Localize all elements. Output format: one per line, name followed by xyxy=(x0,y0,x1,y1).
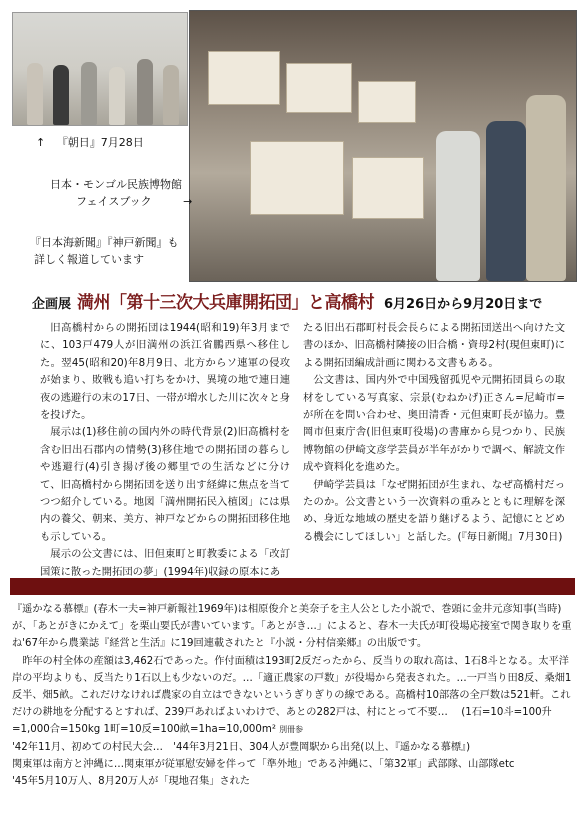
kikaku-label: 企画展 xyxy=(32,297,72,312)
photo-figure xyxy=(81,62,97,125)
newspaper-caption-line2: 詳しく報道しています xyxy=(34,253,144,266)
article-paragraph: たる旧出石郡町村長会長らによる開拓団送出へ向けた文書のほか、旧高橋村隣接の旧合橋・資母2村(現但東町)による開拓団編成計画に関わる文書もある。 xyxy=(303,322,565,369)
asahi-caption xyxy=(36,136,144,150)
exhibit-panel xyxy=(250,141,344,215)
exhibition-title: 満州「第十三次大兵庫開拓団」と高橋村 xyxy=(77,293,375,313)
article-right-column xyxy=(303,320,565,546)
exhibit-panel xyxy=(358,81,416,123)
exhibition-banner xyxy=(32,288,572,312)
up-arrow-icon: ↑ xyxy=(36,136,46,149)
photo-figure xyxy=(53,65,69,125)
book-intro-text: 『遥かなる慕標』(春木一夫=神戸新報社1969年)は相原俊介と美奈子を主人公とした小説で、巻頭に金井元彦知事(当時)が、「あとがきにかえて」を栗山要氏が書いています。「あとがき…」によると、春木一夫氏が町役場応接室で関き取りを重ね'67年から農業誌『経営と生活』に19回連載されたと『小説・分村信楽郷』の出版です。 xyxy=(12,604,572,650)
asahi-caption-text: 『朝日』7月28日 xyxy=(56,136,144,149)
photo-figure xyxy=(137,59,153,125)
photo-figure xyxy=(109,67,125,125)
article-paragraph: 旧高橋村からの開拓団は1944(昭和19)年3月までに、103戸479人が旧満州の浜江省鵬西県へ移住した。翌45(昭和20)年8月9日、北方からソ連軍の侵攻が始まり、敗戦も追い打ちをかけ、異境の地で連日連夜の逃避行の末の17日、一帯が増水した川に次々と身を投げた。 xyxy=(40,322,290,422)
visitor-figure xyxy=(486,121,526,281)
exhibit-panel xyxy=(352,157,424,219)
mongol-museum-caption: 日本・モンゴル民族博物館 xyxy=(50,178,182,191)
unit-note: (1石=10斗=100升=1,000合=150kg 1町=10反=100畝=1ha=10,000m² xyxy=(12,707,552,736)
photo-figure xyxy=(163,65,179,125)
photo-figure xyxy=(27,63,43,125)
article-paragraph: 伊崎学芸員は「なぜ開拓団が生まれ、なぜ高橋村だったのか。公文書という一次資料の重みとともに理解を深め、身近な地域の歴史を語り継げるよう、記憶にとどめる機会にしてほしい」と話した。(『毎日新聞』7月30日) xyxy=(303,478,565,543)
visitor-figure xyxy=(436,131,480,281)
unit-source: 別冊参 xyxy=(279,725,304,735)
exhibition-dates: 6月26日から9月20日まで xyxy=(384,297,543,312)
newspaper-caption-line1: 『日本海新聞』『神戸新聞』も xyxy=(30,236,179,249)
article-paragraph: 展示は(1)移住前の国内外の時代背景(2)旧高橋村を含む旧出石郡内の情勢(3)移住地での開拓団の暮らしや逃避行(4)引き揚げ後の郷里での生活などに分けて、旧高橋村から開拓団を送り出す経緯に焦点を当てつつ紹介している。地図「満州開拓民入植図」には県内の養父、朝来、美方、神戸などからの開拓団移住地も示している。 xyxy=(40,426,290,543)
section-divider xyxy=(10,578,575,595)
exhibit-panel xyxy=(286,63,352,113)
village-census-text xyxy=(12,653,574,739)
facebook-caption xyxy=(76,195,192,209)
exhibit-panel xyxy=(208,51,280,105)
exhibition-photo xyxy=(189,10,577,282)
article-left-column xyxy=(40,320,290,581)
right-arrow-icon: → xyxy=(183,195,193,208)
article-paragraph: 公文書は、国内外で中国残留孤児や元開拓団員らの取材をしている写真家、宗景(むねかげ)正さん=尼崎市=が所在を問い合わせ、奥田清香・元但東町長が協力。豊岡市但東庁舎(旧但東町役場)の書庫から見つかり、民族博物館の伊崎文彦学芸員が半年がかりで調べ、解読文作成や資料化を進めた。 xyxy=(303,374,565,474)
newspaper-photo-asahi xyxy=(12,12,188,126)
article-paragraph: 展示の公文書には、旧但東町と町教委による「改訂国策に散った開拓団の夢」(1994年)収録の原本にあ xyxy=(40,548,290,578)
visitor-figure xyxy=(526,95,566,281)
census-text: 昨年の村全体の産額は3,462石であった。作付面積は193町2反だったから、反当りの取れ高は、1石8斗となる。太平洋岸の平均よりも、反当たり1石以上も少ないのだ。…「適正農家の戸数」が役場から発表された。…一戸当り田8反、桑畑1反半、畑5畝。これだけなければ農家の自立はできないというぎりぎりの線である。高橋村10部落の全戸数は521軒。これだけの耕地を分配するとすれば、239戸あればよいわけで、あとの282戸は、村にとって不要… xyxy=(12,655,572,719)
history-1942-text: '42年11月、初めての村民大会… '44年3月21日、304人が豊岡駅から出発(以上、『遥かなる慕標』) xyxy=(12,741,471,753)
book-notes xyxy=(12,601,574,790)
history-1945-text: '45年5月10万人、8月20万人が「現地召集」された xyxy=(12,776,251,788)
facebook-caption-text: フェイスブック xyxy=(76,195,152,208)
kanto-army-text: 関東軍は南方と沖縄に…関東軍が従軍慰安婦を伴って「準外地」である沖縄に、「第32軍」武部隊、山部隊etc xyxy=(12,758,515,770)
